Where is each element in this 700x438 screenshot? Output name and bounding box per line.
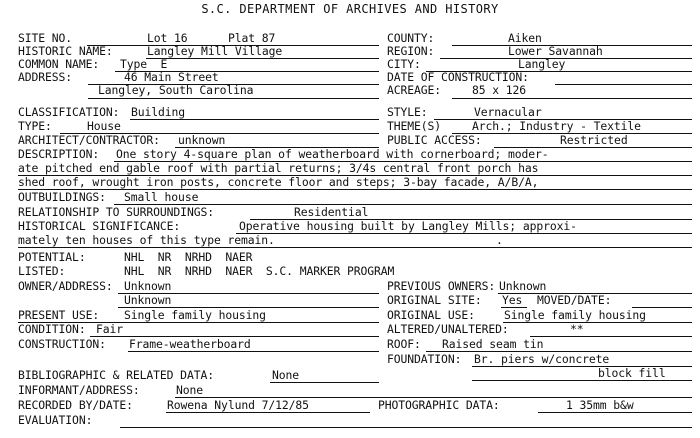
address-underline-2 (88, 98, 379, 99)
architect-label: ARCHITECT/CONTRACTOR: (18, 133, 160, 147)
moved-date-label: MOVED/DATE: (537, 293, 612, 307)
public-access-value: Restricted (560, 133, 628, 147)
significance-line1: Operative housing built by Langley Mills; approxi- (239, 219, 577, 233)
altered-label: ALTERED/UNALTERED: (387, 322, 509, 336)
evaluation-label: EVALUATION: (18, 413, 93, 427)
city-label: CITY: (387, 57, 421, 71)
date-of-construction-label: DATE OF CONSTRUCTION: (387, 70, 529, 84)
photographic-data-label: PHOTOGRAPHIC DATA: (378, 398, 500, 412)
foundation-underline-2 (472, 380, 692, 381)
construction-label: CONSTRUCTION: (18, 337, 106, 351)
historic-name-value: Langley Mill Village (147, 44, 283, 58)
description-line2: ate pitched end gable roof with partial returns; 3/4s central front porch has (18, 161, 539, 175)
original-site-label: ORIGINAL SITE: (387, 293, 482, 307)
common-name-value: Type E (120, 57, 168, 71)
relationship-value: Residential (294, 205, 369, 219)
previous-owners-value: Unknown (499, 279, 547, 293)
acreage-value: 85 x 126 (472, 83, 527, 97)
significance-label: HISTORICAL SIGNIFICANCE: (18, 219, 181, 233)
foundation-line1: Br. piers w/concrete (474, 352, 610, 366)
public-access-label: PUBLIC ACCESS: (387, 133, 482, 147)
bibliographic-underline (270, 382, 379, 383)
photographic-data-value: 1 35mm b&w (566, 398, 634, 412)
listed-label: LISTED: (18, 264, 66, 278)
county-value: Aiken (508, 31, 542, 45)
outbuildings-value: Small house (124, 190, 199, 204)
present-use-value: Single family housing (124, 308, 266, 322)
site-no-lot: Lot 16 (147, 31, 188, 45)
altered-underline (530, 336, 692, 337)
recorded-by-label: RECORDED BY/DATE: (18, 398, 133, 412)
site-no-plat: Plat 87 (228, 31, 276, 45)
condition-label: CONDITION: (18, 322, 86, 336)
address-line1: 46 Main Street (124, 70, 219, 84)
county-label: COUNTY: (387, 31, 435, 45)
original-site-value: Yes (502, 293, 523, 307)
type-value: House (87, 119, 121, 133)
recorded-by-value: Rowena Nylund 7/12/85 (167, 398, 309, 412)
region-label: REGION: (387, 44, 435, 58)
style-value: Vernacular (474, 105, 542, 119)
construction-value: Frame-weatherboard (129, 337, 251, 351)
classification-value: Building (131, 105, 186, 119)
potential-label: POTENTIAL: (18, 250, 86, 264)
historic-name-label: HISTORIC NAME: (18, 44, 113, 58)
site-no-label: SITE NO. (18, 31, 73, 45)
description-label: DESCRIPTION: (18, 147, 100, 161)
classification-underline (130, 119, 379, 120)
address-line2: Langley, South Carolina (98, 83, 254, 97)
region-value: Lower Savannah (508, 44, 603, 58)
owner-line2: Unknown (124, 293, 172, 307)
potential-options: NHL NR NRHD NAER (124, 250, 253, 264)
description-line1: One story 4-square plan of weatherboard with cornerboard; moder- (116, 147, 549, 161)
significance-underline-2 (18, 247, 692, 248)
historic-name-underline (146, 58, 379, 59)
altered-value: ** (570, 322, 584, 336)
roof-value: Raised seam tin (442, 337, 544, 351)
date-of-construction-underline (555, 84, 692, 85)
description-line3: shed roof, wrought iron posts, concrete floor and steps; 3-bay facade, A/B/A, (18, 175, 539, 189)
evaluation-underline (120, 427, 692, 428)
original-use-label: ORIGINAL USE: (387, 308, 475, 322)
city-value: Langley (518, 57, 566, 71)
relationship-label: RELATIONSHIP TO SURROUNDINGS: (18, 205, 214, 219)
classification-label: CLASSIFICATION: (18, 105, 120, 119)
recorded-by-underline (166, 412, 370, 413)
architect-value: unknown (178, 133, 226, 147)
condition-value: Fair (96, 322, 124, 336)
acreage-label: ACREAGE: (387, 83, 442, 97)
informant-value: None (176, 383, 204, 397)
owner-label: OWNER/ADDRESS: (18, 279, 113, 293)
original-use-underline (503, 322, 692, 323)
address-label: ADDRESS: (18, 70, 73, 84)
significance-underline-1 (236, 233, 692, 234)
construction-underline (128, 351, 379, 352)
themes-label: THEME(S) (387, 119, 442, 133)
photographic-data-underline (538, 412, 692, 413)
original-use-value: Single family housing (504, 308, 646, 322)
foundation-label: FOUNDATION: (387, 352, 462, 366)
bibliographic-label: BIBLIOGRAPHIC & RELATED DATA: (18, 368, 214, 382)
description-underline-3 (18, 189, 692, 190)
owner-line1: Unknown (124, 279, 172, 293)
outbuildings-label: OUTBUILDINGS: (18, 190, 106, 204)
acreage-underline (452, 98, 692, 99)
present-use-label: PRESENT USE: (18, 308, 100, 322)
foundation-line2: block fill (598, 366, 666, 380)
roof-label: ROOF: (387, 337, 421, 351)
region-underline (440, 58, 692, 59)
significance-dot: . (496, 233, 503, 247)
bibliographic-value: None (272, 368, 300, 382)
previous-owners-label: PREVIOUS OWNERS: (387, 279, 496, 293)
style-label: STYLE: (387, 105, 428, 119)
significance-line2: mately ten houses of this type remain. (18, 233, 275, 247)
listed-options: NHL NR NRHD NAER S.C. MARKER PROGRAM (124, 264, 395, 278)
informant-label: INFORMANT/ADDRESS: (18, 383, 140, 397)
common-name-label: COMMON NAME: (18, 57, 100, 71)
themes-value: Arch.; Industry - Textile (472, 119, 641, 133)
type-label: TYPE: (18, 119, 52, 133)
form-title: S.C. DEPARTMENT OF ARCHIVES AND HISTORY (201, 2, 499, 16)
